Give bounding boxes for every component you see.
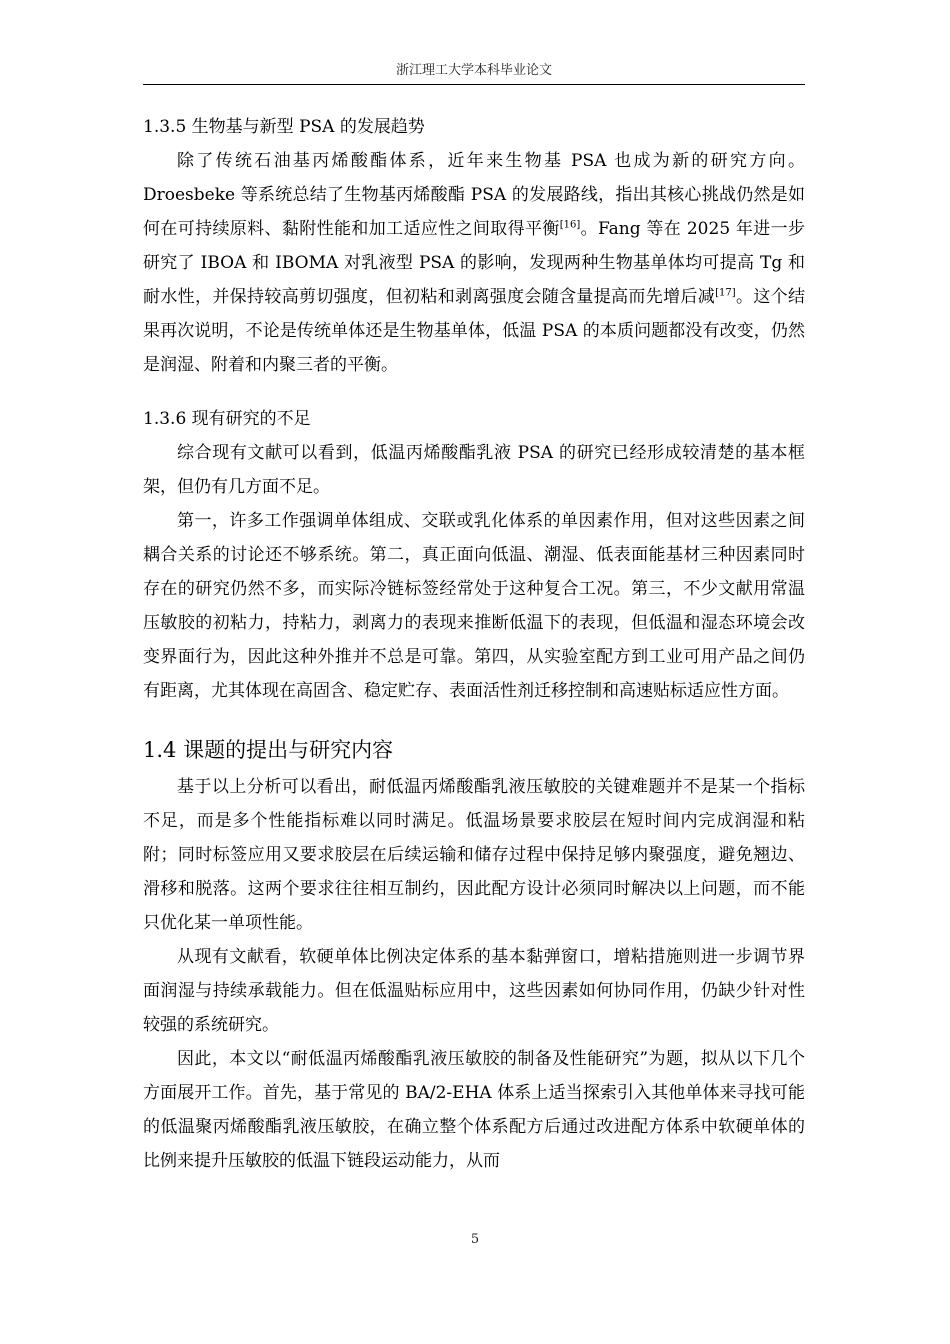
paragraph: 因此，本文以“耐低温丙烯酸酯乳液压敏胶的制备及性能研究”为题，拟从以下几个方面展开工作。首先，基于常见的 BA/2-EHA 体系上适当探索引入其他单体来寻找可能的低温聚丙烯酸酯乳液压敏胶，在确立整个体系配方后通过改进配方体系中软硬单体的比例来提升压敏胶的低温下链段运动能力，从而	[143, 1049, 805, 1171]
paragraph: 从现有文献看，软硬单体比例决定体系的基本黏弹窗口，增粘措施则进一步调节界面润湿与持续承载能力。但在低温贴标应用中，这些因素如何协同作用，仍缺少针对性较强的系统研究。	[143, 947, 805, 1035]
running-header: 浙江理工大学本科毕业论文	[395, 63, 552, 78]
paragraph-text: 。这个结果再次说明，不论是传统单体还是生物基单体，低温 PSA 的本质问题都没有改变，仍然是润湿、附着和内聚三者的平衡。	[143, 287, 806, 375]
paragraph-text: 。Fang 等在 2025 年进一步研究了 IBOA 和 IBOMA 对乳液型 PSA 的影响，发现两种生物基单体均可提高 Tg 和耐水性，并保持较高剪切强度，但初粘和剥离强度会随含量提高而先增后减	[143, 219, 805, 307]
paragraph: 基于以上分析可以看出，耐低温丙烯酸酯乳液压敏胶的关键难题并不是某一个指标不足，而是多个性能指标难以同时满足。低温场景要求胶层在短时间内完成润湿和粘附；同时标签应用又要求胶层在后续运输和储存过程中保持足够内聚强度，避免翘边、滑移和脱落。这两个要求往往相互制约，因此配方设计必须同时解决以上问题，而不能只优化某一单项性能。	[143, 777, 805, 933]
citation-marker: [16]	[559, 219, 581, 231]
citation-marker: [17]	[715, 287, 736, 299]
page-number: 5	[470, 1232, 480, 1247]
paragraph	[143, 144, 805, 382]
section-heading-1-3-5: 1.3.5 生物基与新型 PSA 的发展趋势	[143, 117, 425, 137]
paragraph: 第一，许多工作强调单体组成、交联或乳化体系的单因素作用，但对这些因素之间耦合关系的讨论还不够系统。第二，真正面向低温、潮湿、低表面能基材三种因素同时存在的研究仍然不多，而实际冷链标签经常处于这种复合工况。第三，不少文献用常温压敏胶的初粘力，持粘力，剥离力的表现来推断低温下的表现，但低温和湿态环境会改变界面行为，因此这种外推并不总是可靠。第四，从实验室配方到工业可用产品之间仍有距离，尤其体现在高固含、稳定贮存、表面活性剂迁移控制和高速贴标适应性方面。	[143, 511, 805, 701]
page-body	[143, 110, 805, 1178]
section-heading-1-3-6: 1.3.6 现有研究的不足	[143, 409, 311, 429]
header-rule	[143, 84, 805, 85]
paragraph-text: 除了传统石油基丙烯酸酯体系，近年来生物基 PSA 也成为新的研究方向。Droesbeke 等系统总结了生物基丙烯酸酯 PSA 的发展路线，指出其核心挑战仍然是如何在可持续原料、黏附性能和加工适应性之间取得平衡	[143, 151, 805, 239]
section-heading-1-4: 1.4 课题的提出与研究内容	[143, 738, 394, 762]
paragraph: 综合现有文献可以看到，低温丙烯酸酯乳液 PSA 的研究已经形成较清楚的基本框架，但仍有几方面不足。	[143, 443, 805, 497]
